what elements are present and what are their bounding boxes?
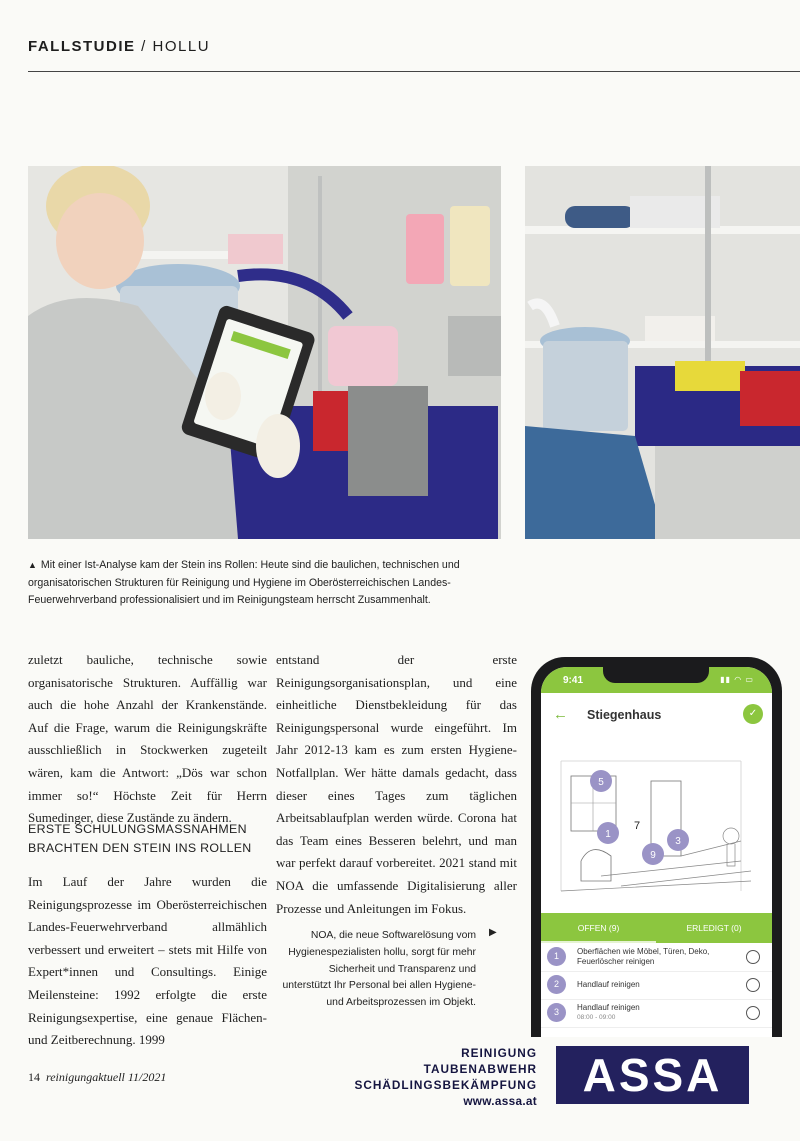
tab-done[interactable]: ERLEDIGT (0) [686,923,742,933]
task-tabs [541,913,772,943]
back-arrow-icon[interactable]: ← [553,706,568,723]
caption-arrow-icon: ▶ [489,927,497,938]
task-number-badge: 2 [547,975,566,994]
status-bar [541,667,772,693]
app-header [541,693,772,742]
ad-service-line: REINIGUNG [461,1046,537,1060]
header-rule [28,71,800,72]
task-radio-button[interactable] [746,1006,760,1020]
phone-notch [603,667,709,683]
phone-caption: NOA, die neue Softwarelösung vom Hygienespezialisten hollu, sorgt für mehr Sicherheit und Transparenz und unterstützt Ihr Personal bei allen Hygiene- und Arbeitsprozessen im Objekt. [282,930,476,1009]
task-label: Oberflächen wie Möbel, Türen, Deko, Feuerlöscher reinigen [577,947,710,966]
app-title: Stiegenhaus [587,708,662,722]
task-label: Handlauf reinigen [577,980,640,989]
signal-battery-icon: ▮▮ ◠ ▭ [720,675,754,684]
status-time: 9:41 [563,675,584,686]
article-subheading: ERSTE SCHULUNGSMASSNAHMEN BRACHTEN DEN STEIN INS ROLLEN [28,822,252,855]
task-time: 08:00 - 09:00 [577,1013,616,1021]
article-paragraph: Im Lauf der Jahre wurden die Reinigungsprozesse im Oberösterreichischen Landes-Feuerwehrverband allmählich verbessert und erweitert – stets mit Hilfe von Expert*innen und Consultings. Einige Meilensteine: 1992 erfolgte die erste Reinigungsexpertise, eine genaue Flächen- und Zeitberechnung. 1999 [28,874,267,1048]
photo-cleaner-with-tablet [28,166,501,539]
ad-url-link[interactable]: www.assa.at [463,1094,537,1108]
caption-text: Mit einer Ist-Analyse kam der Stein ins Rollen: Heute sind die baulichen, technischen und organisatorischen Strukturen für Reinigung und Hygiene im Oberösterreichischen Landes-Feuerwehrverband professionalisiert und im Reinigungsteam herrscht Zusammenhalt. [28,559,460,606]
task-list-item[interactable] [541,971,772,1000]
task-number-badge: 1 [547,947,566,966]
map-marker-label: 9 [650,850,656,861]
phone-mockup [531,657,782,1037]
task-label: Handlauf reinigen [577,1003,640,1012]
checklist-icon[interactable]: ✓ [743,704,763,724]
article-column-1-bottom [28,871,267,1052]
ad-service-line: TAUBENABWEHR [423,1062,537,1076]
assa-ad-text [318,1045,537,1109]
ad-service-line: SCHÄDLINGSBEKÄMPFUNG [354,1078,537,1092]
task-radio-button[interactable] [746,950,760,964]
page-number: 14 [28,1070,40,1084]
topic-label: HOLLU [152,38,211,55]
article-column-1-top [28,649,267,830]
article-column-2 [276,649,517,920]
photo-caption [28,557,498,610]
task-radio-button[interactable] [746,978,760,992]
task-list-item[interactable] [541,999,772,1028]
section-header [28,38,210,55]
task-label-group [577,1003,737,1022]
map-number-label: 7 [633,820,641,832]
page-footer [28,1070,166,1085]
article-paragraph: entstand der erste Reinigungsorganisationsplan, und eine einheitliche Dienstbekleidung für das Reinigungspersonal wurde eingeführt. Im Jahr 2012-13 kam es zum ersten Hygiene-Notfallplan. Wer hätte damals gedacht, dass dieser eines Tages zum täglichen Arbeitsablaufplan werden würde. Corona hat das Team eines Besseren belehrt, und man war perfekt darauf vorbereitet. 2021 stand mit NOA die umfassende Digitalisierung aller Prozesse und Anleitungen im Fokus. [276,652,517,916]
assa-logo: ASSA [556,1046,749,1104]
stairwell-illustration [541,741,772,913]
task-list-item[interactable] [541,943,772,972]
map-marker-label: 3 [675,836,681,847]
map-marker-label: 5 [598,777,604,788]
magazine-issue: reinigungaktuell 11/2021 [46,1070,167,1084]
caption-marker-icon: ▲ [28,560,37,570]
task-number-badge: 3 [547,1003,566,1022]
article-paragraph: zuletzt bauliche, technische sowie organisatorische Strukturen. Auffällig war auch die hohe Anzahl der Krankenstände. Auf die Frage, warum die Reinigungskräfte ausschließlich in Stockwerken zugeteilt wären, kam die Antwort: „Dös war schon immer so!“ Höchste Zeit für Herrn Sumedinger, diese Zustände zu ändern. [28,652,267,826]
photo-cleaning-trolley [525,166,800,539]
header-separator: / [135,38,153,55]
tab-open[interactable]: OFFEN (9) [541,913,656,943]
section-label: FALLSTUDIE [28,38,136,55]
phone-screen [541,667,772,1037]
map-marker-label: 1 [605,829,611,840]
